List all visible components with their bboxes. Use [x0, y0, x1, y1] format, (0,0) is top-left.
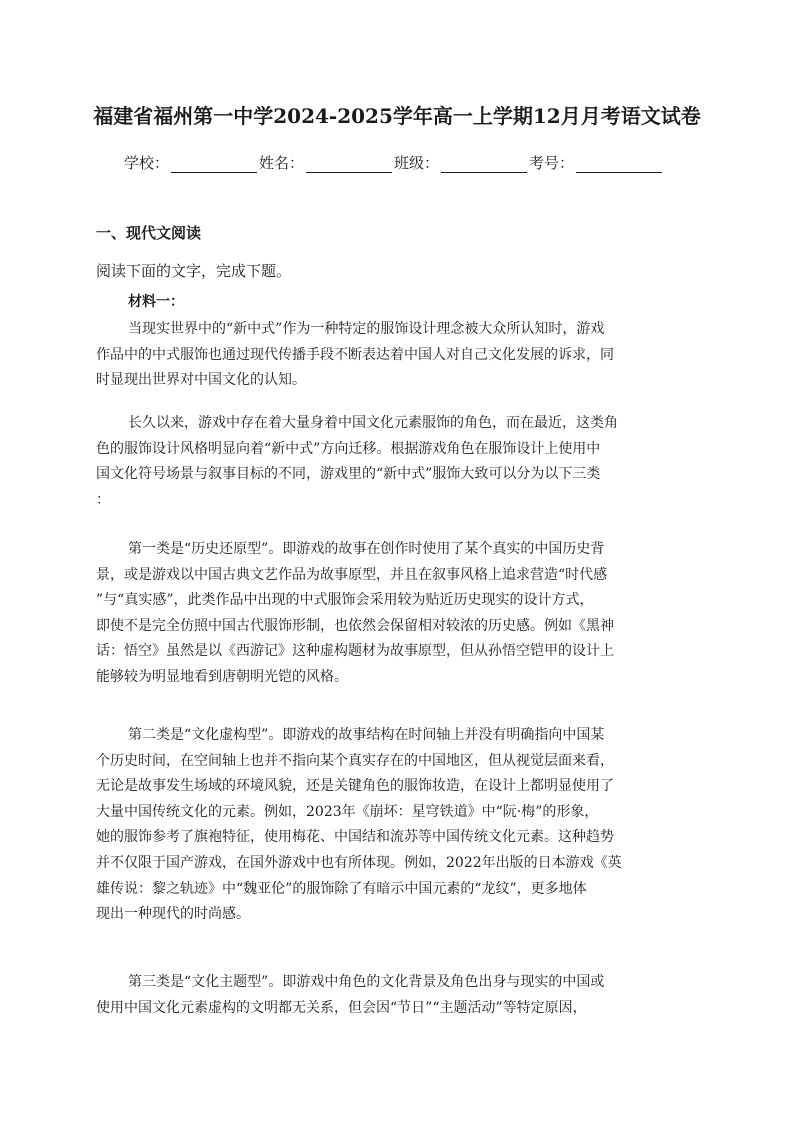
exam-number-label: 考号： [529, 154, 575, 172]
paragraph [96, 411, 690, 513]
class-label: 班级： [394, 154, 440, 172]
school-field [124, 152, 259, 173]
class-blank[interactable] [441, 157, 527, 173]
text-line: 大量中国传统文化的元素。例如，2023年《崩坏：星穹铁道》中“阮·梅”的形象， [96, 803, 599, 820]
paragraph [96, 537, 690, 691]
text-line: 色的服饰设计风格明显向着“新中式”方向迁移。根据游戏角色在服饰设计上使用中 [96, 440, 601, 457]
text-line: 话：悟空》虽然是以《西游记》这种虚构题材为故事原型，但从孙悟空铠甲的设计上 [96, 643, 614, 660]
text-line: 能够较为明显地看到唐朝明光铠的风格。 [96, 668, 348, 685]
text-line: 长久以来，游戏中存在着大量身着中国文化元素服饰的角色，而在最近，这类角 [128, 415, 618, 431]
text-line: 当现实世界中的“新中式”作为一种特定的服饰设计理念被大众所认知时，游戏 [128, 321, 605, 337]
text-line: 无论是故事发生场域的环境风貌，还是关键角色的服饰妆造，在设计上都明显使用了 [96, 778, 614, 795]
exam-number-blank[interactable] [576, 157, 662, 173]
text-line: 并不仅限于国产游戏，在国外游戏中也有所体现。例如，2022年出版的日本游戏《英 [96, 854, 622, 871]
paragraph [96, 317, 690, 394]
paragraph [96, 723, 690, 928]
material-label: 材料一： [128, 294, 184, 310]
text-line: 现出一种现代的时尚感。 [96, 906, 250, 923]
name-blank[interactable] [306, 157, 392, 173]
class-field [394, 152, 529, 173]
reading-instruction: 阅读下面的文字，完成下题。 [96, 262, 292, 280]
text-line: 景，或是游戏以中国古典文艺作品为故事原型，并且在叙事风格上追求营造“时代感 [96, 566, 608, 583]
school-label: 学校： [124, 154, 170, 172]
text-line: 个历史时间，在空间轴上也并不指向某个真实存在的中国地区，但从视觉层面来看， [96, 752, 614, 769]
text-line: 作品中的中式服饰也通过现代传播手段不断表达着中国人对自己文化发展的诉求，同 [96, 346, 614, 363]
exam-title: 福建省福州第一中学2024-2025学年高一上学期12月月考语文试卷 [93, 104, 701, 128]
student-info-row [124, 152, 664, 173]
text-line: 第一类是“历史还原型”。即游戏的故事在创作时使用了某个真实的中国历史背 [128, 541, 605, 557]
text-line: 时显现出世界对中国文化的认知。 [96, 372, 306, 389]
text-line: 使用中国文化元素虚构的文明都无关系，但会因“节日”“主题活动”等特定原因， [96, 999, 587, 1016]
text-line: ： [96, 491, 110, 508]
school-blank[interactable] [171, 157, 257, 173]
section-heading: 一、现代文阅读 [96, 224, 202, 242]
text-line: 第三类是“文化主题型”。即游戏中角色的文化背景及角色出身与现实的中国或 [128, 974, 605, 990]
text-line: 国文化符号场景与叙事目标的不同，游戏里的“新中式”服饰大致可以分为以下三类 [96, 466, 601, 483]
text-line: 第二类是“文化虚构型”。即游戏的故事结构在时间轴上并没有明确指向中国某 [128, 727, 605, 743]
text-line: 雄传说：黎之轨迹》中“魏亚伦”的服饰除了有暗示中国元素的“龙纹”，更多地体 [96, 880, 587, 897]
text-line: 即使不是完全仿照中国古代服饰形制，也依然会保留相对较浓的历史感。例如《黑神 [96, 617, 614, 634]
paragraph [96, 970, 690, 1021]
text-line: ”与“真实感”，此类作品中出现的中式服饰会采用较为贴近历史现实的设计方式， [96, 592, 594, 609]
name-field [259, 152, 394, 173]
exam-number-field [529, 152, 664, 173]
name-label: 姓名： [259, 154, 305, 172]
text-line: 她的服饰参考了旗袍特征，使用梅花、中国结和流苏等中国传统文化元素。这种趋势 [96, 829, 614, 846]
